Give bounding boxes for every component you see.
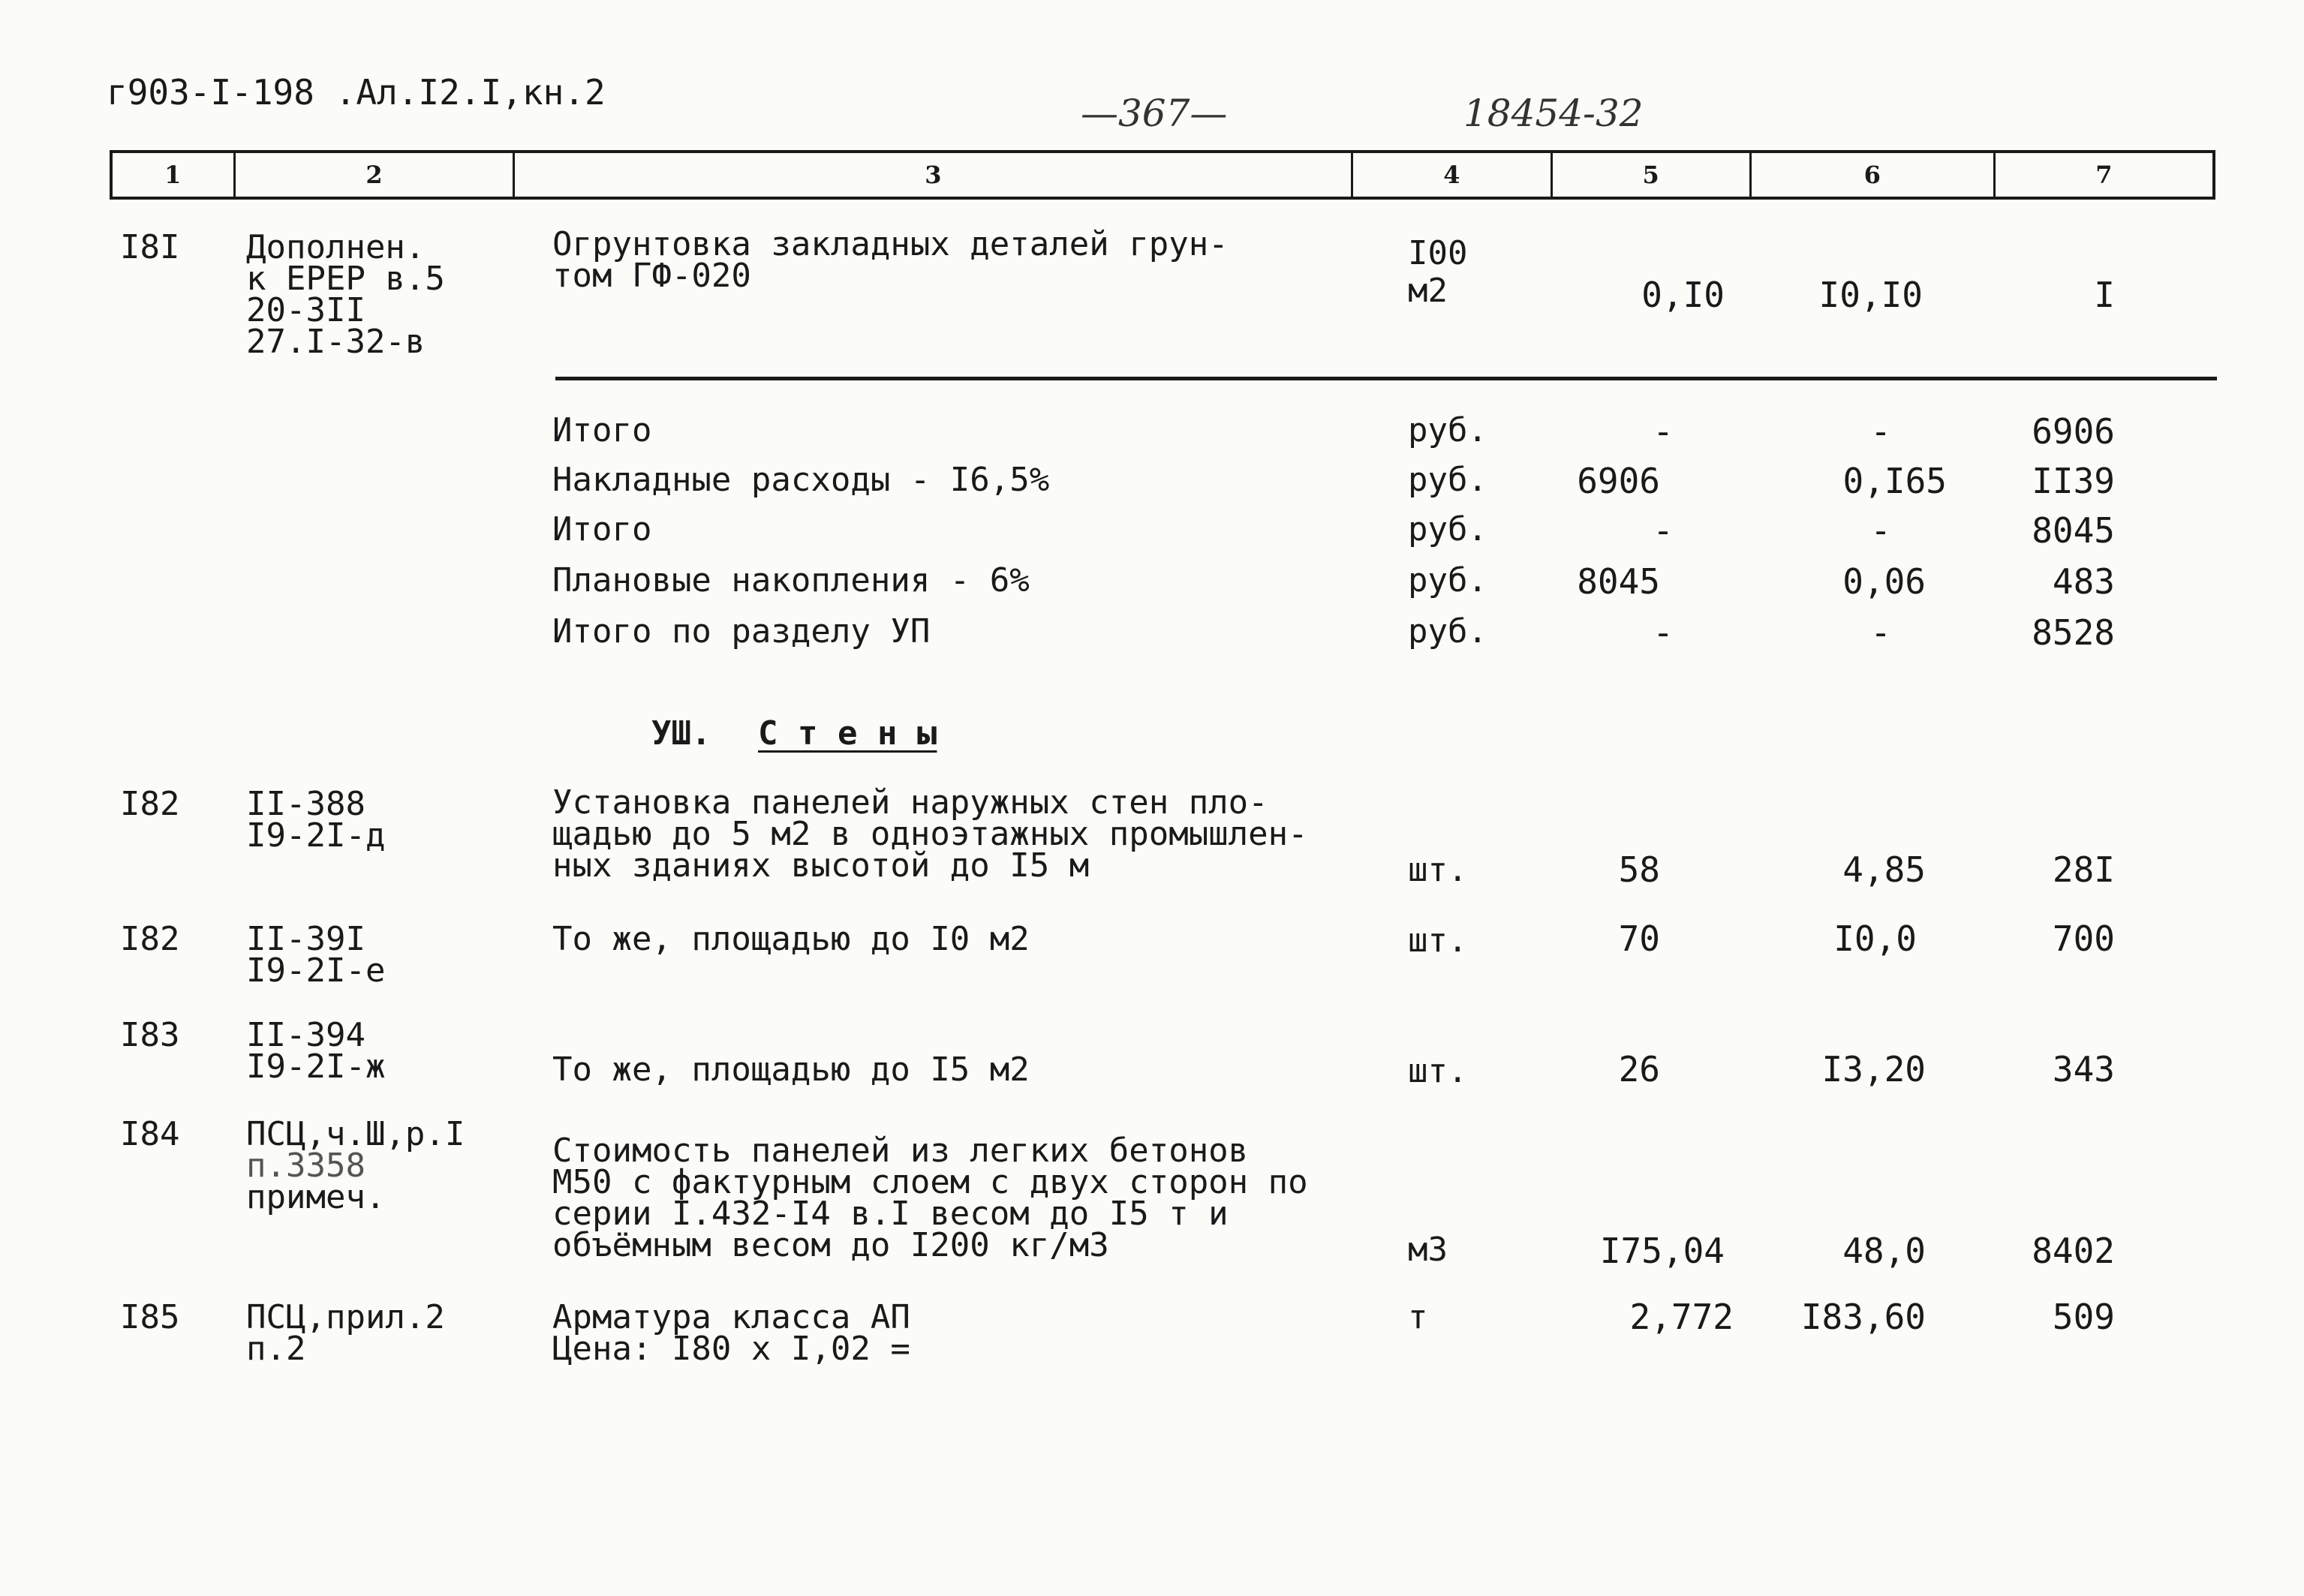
- row-unit: м2: [1408, 272, 1448, 310]
- row-unit: I00: [1408, 234, 1468, 272]
- row-number: I83: [120, 1016, 180, 1054]
- row-quantity: 0,I0: [1641, 275, 1725, 315]
- totals-label: Накладные расходы - I6,5%: [552, 461, 1050, 499]
- document-code: г903-I-198 .Ал.I2.I,кн.2: [107, 72, 606, 113]
- row-number: I8I: [120, 228, 180, 266]
- column-header-5: 5: [1553, 153, 1752, 197]
- row-quantity: 2,772: [1629, 1297, 1734, 1337]
- row-price: I0,0: [1833, 918, 1917, 959]
- column-header-2: 2: [236, 153, 516, 197]
- row-number: I85: [120, 1298, 180, 1336]
- column-header-7: 7: [2095, 161, 2113, 189]
- row-reference: п.3358: [246, 1147, 365, 1185]
- row-total: 509: [2052, 1297, 2115, 1337]
- row-description: Цена: I80 x I,02 =: [552, 1330, 910, 1368]
- row-number: I82: [120, 920, 180, 958]
- row-description: То же, площадью до I0 м2: [552, 920, 1030, 958]
- row-reference: Дополнен.: [246, 228, 426, 266]
- row-reference: примеч.: [246, 1178, 386, 1216]
- row-quantity: 70: [1618, 918, 1660, 959]
- totals-base: 8045: [1577, 561, 1660, 602]
- totals-base: -: [1653, 411, 1674, 452]
- totals-rate: 0,I65: [1842, 461, 1947, 501]
- column-header-6: 6: [1752, 153, 1996, 197]
- row-reference: 20-3II: [246, 291, 365, 329]
- totals-amount: II39: [2032, 461, 2115, 501]
- row-total: 700: [2052, 918, 2115, 959]
- totals-label: Итого по разделу УП: [552, 612, 931, 651]
- totals-label: Плановые накопления - 6%: [552, 561, 1030, 600]
- row-number: I84: [120, 1115, 180, 1153]
- row-quantity: 26: [1618, 1049, 1660, 1090]
- totals-base: -: [1653, 612, 1674, 653]
- row-reference: ПСЦ,ч.Ш,р.I: [246, 1115, 465, 1153]
- row-reference: п.2: [246, 1330, 306, 1368]
- section-divider: [555, 377, 2217, 380]
- column-header-1: 1: [113, 153, 236, 197]
- page-number: —367—: [1081, 92, 1228, 135]
- totals-label: Итого: [552, 411, 652, 449]
- totals-rate: -: [1870, 411, 1891, 452]
- totals-amount: 483: [2052, 561, 2115, 602]
- column-header-3: 3: [515, 153, 1353, 197]
- row-total: 28I: [2052, 849, 2115, 890]
- totals-unit: руб.: [1408, 461, 1487, 499]
- handwritten-reference: 18454-32: [1463, 92, 1644, 135]
- row-total: 343: [2052, 1049, 2115, 1090]
- row-number: I82: [120, 785, 180, 823]
- row-reference: ПСЦ,прил.2: [246, 1298, 445, 1336]
- row-unit: шт.: [1408, 851, 1468, 889]
- row-quantity: I75,04: [1599, 1231, 1725, 1271]
- section-title: С т е н ы: [758, 714, 937, 753]
- row-description: То же, площадью до I5 м2: [552, 1050, 1030, 1089]
- row-description: М50 с фактурным слоем с двух сторон по: [552, 1163, 1308, 1201]
- row-price: 4,85: [1842, 849, 1926, 890]
- column-header-4: 4: [1353, 153, 1552, 197]
- row-unit: м3: [1408, 1231, 1448, 1269]
- totals-amount: 6906: [2032, 411, 2115, 452]
- totals-rate: 0,06: [1842, 561, 1926, 602]
- totals-label: Итого: [552, 510, 652, 549]
- row-price: 48,0: [1842, 1231, 1926, 1271]
- totals-rate: -: [1870, 510, 1891, 551]
- row-price: I0,I0: [1818, 275, 1923, 315]
- row-description: Огрунтовка закладных деталей грун-: [552, 225, 1229, 263]
- totals-rate: -: [1870, 612, 1891, 653]
- row-total: 8402: [2032, 1231, 2115, 1271]
- row-description: Установка панелей наружных стен пло-: [552, 783, 1268, 822]
- row-reference: I9-2I-д: [246, 816, 386, 855]
- totals-base: 6906: [1577, 461, 1660, 501]
- totals-unit: руб.: [1408, 612, 1487, 651]
- row-unit: шт.: [1408, 921, 1468, 960]
- row-quantity: 58: [1618, 849, 1660, 890]
- row-price: I83,60: [1800, 1297, 1926, 1337]
- row-description: Стоимость панелей из легких бетонов: [552, 1132, 1249, 1170]
- row-description: Арматура класса АП: [552, 1298, 910, 1336]
- totals-unit: руб.: [1408, 510, 1487, 549]
- row-description: щадью до 5 м2 в одноэтажных промышлен-: [552, 815, 1308, 853]
- row-price: I3,20: [1821, 1049, 1926, 1090]
- totals-unit: руб.: [1408, 411, 1487, 449]
- row-reference: I9-2I-е: [246, 951, 386, 990]
- row-reference: к ЕРЕР в.5: [246, 260, 445, 298]
- row-description: ных зданиях высотой до I5 м: [552, 846, 1090, 885]
- totals-amount: 8528: [2032, 612, 2115, 653]
- row-unit: т: [1408, 1298, 1428, 1336]
- row-description: объёмным весом до I200 кг/м3: [552, 1226, 1109, 1264]
- row-reference: 27.I-32-в: [246, 323, 426, 361]
- row-unit: шт.: [1408, 1052, 1468, 1090]
- column-header-row: [110, 150, 2215, 200]
- row-description: серии I.432-I4 в.I весом до I5 т и: [552, 1195, 1229, 1233]
- totals-base: -: [1653, 510, 1674, 551]
- totals-unit: руб.: [1408, 561, 1487, 600]
- row-reference: II-39I: [246, 920, 365, 958]
- section-roman: УШ.: [651, 714, 711, 753]
- row-total: I: [2094, 275, 2115, 315]
- row-description: том ГФ-020: [552, 257, 751, 295]
- row-reference: II-388: [246, 785, 365, 823]
- row-reference: I9-2I-ж: [246, 1047, 386, 1086]
- row-reference: II-394: [246, 1016, 365, 1054]
- totals-amount: 8045: [2032, 510, 2115, 551]
